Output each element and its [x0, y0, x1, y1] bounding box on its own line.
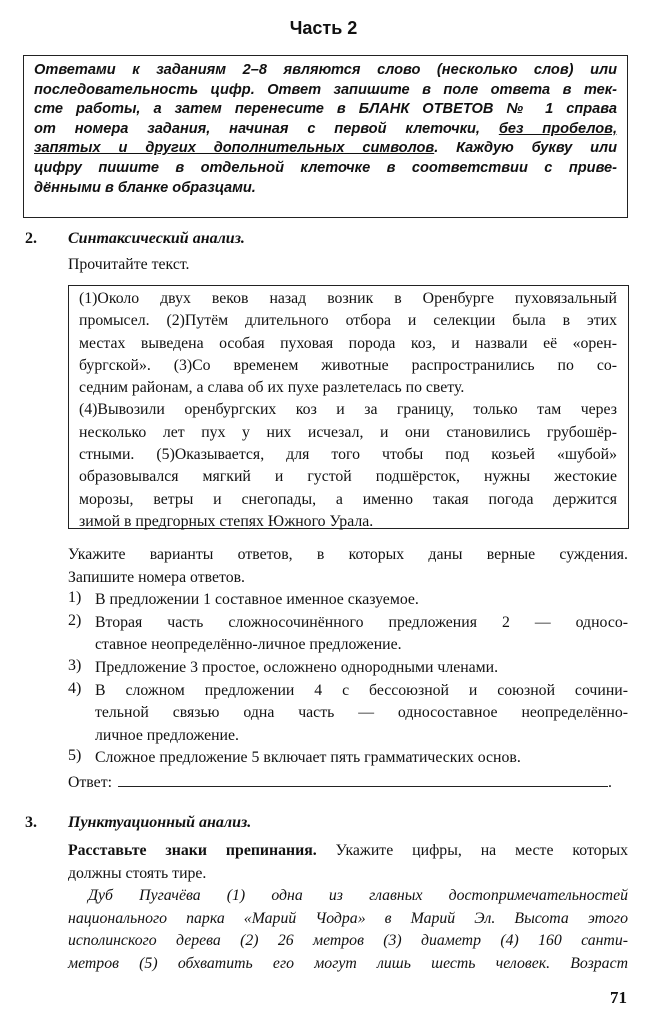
option-number: 4) — [68, 679, 82, 697]
passage-line: (1)Около двух веков назад возник в Оренбурге пуховязальный — [79, 290, 617, 307]
part-title: Часть 2 — [289, 18, 358, 38]
page-number: 71 — [610, 988, 627, 1007]
option-number: 3) — [68, 656, 82, 674]
answer-end: . — [607, 773, 612, 791]
passage-line: седним районам, а слава об их пухе разлетелась по свету. — [79, 379, 465, 397]
option-number: 5) — [68, 747, 82, 765]
answer-field[interactable] — [118, 772, 608, 787]
passage-line: зимой в предгорных степях Южного Урала. — [79, 512, 374, 530]
task-heading: Пунктуационный анализ. — [68, 814, 252, 831]
passage-line: местах выведена особая пуховая порода коз, и назвали её «орен- — [79, 334, 617, 352]
option-4 — [68, 680, 628, 748]
option-text: В предложении 1 составное именное сказуемое. — [95, 591, 419, 609]
instruction-line: цифру пишите в отдельной клеточке в соответствии с приве- — [34, 159, 617, 176]
option-text: Предложение 3 простое, осложнено однородными членами. — [95, 658, 499, 676]
task-prompt: Прочитайте текст. — [68, 256, 190, 273]
option-3 — [68, 657, 628, 680]
instruction-line — [34, 139, 617, 159]
option-text: ставное неопределённо-личное предложение. — [95, 636, 402, 654]
exercise-line: метров (5) обхватить его могут лишь шесть человек. Возраст — [68, 954, 628, 972]
instruction-underlined: запятых и других дополнительных символов — [34, 140, 435, 157]
passage-line: (4)Вывозили оренбургских коз и за границу, только там через — [79, 401, 617, 419]
prompt-text: Укажите цифры, на месте которых — [316, 842, 628, 859]
question-line: Укажите варианты ответов, в которых даны верные суждения. — [68, 546, 628, 563]
option-text: В сложном предложении 4 с бессоюзной и союзной сочини- — [95, 681, 628, 699]
task-number: 3. — [25, 814, 37, 831]
task-heading: Синтаксический анализ. — [68, 230, 245, 247]
option-number: 2) — [68, 611, 82, 629]
option-text: личное предложение. — [95, 726, 239, 744]
passage-line: несколько лет пух у них исчезал, и они становились грубошёр- — [79, 423, 617, 441]
instruction-underlined: без пробелов, — [498, 120, 617, 137]
prompt-bold: Расставьте знаки препинания. — [68, 842, 317, 859]
instruction-line: сте работы, а затем перенесите в БЛАНК ОТВЕТОВ № 1 справа — [34, 101, 617, 118]
exercise-line: исполинского дерева (2) 26 метров (3) диаметр (4) 160 санти- — [68, 932, 628, 950]
question-block — [68, 544, 628, 795]
instruction-line: Ответами к заданиям 2–8 являются слово (несколько слов) или — [34, 62, 617, 78]
instruction-line: последовательность цифр. Ответ запишите в поле ответа в тек- — [34, 81, 617, 98]
answer-label: Ответ: — [68, 773, 112, 791]
exercise-line: национального парка «Марий Чодра» в Марий Эл. Высота этого — [68, 909, 628, 927]
instruction-text: . Каждую букву или — [434, 140, 617, 157]
option-number: 1) — [68, 589, 82, 607]
instruction-line: дёнными в бланке образцами. — [34, 179, 256, 196]
instructions-box — [23, 55, 628, 218]
option-5 — [68, 747, 628, 770]
passage-line: бургской». (3)Со временем животные распространились по со- — [79, 356, 617, 374]
prompt-line — [68, 840, 628, 863]
passage-line: морозы, ветры и снегопады, а именно такая погода держится — [79, 490, 617, 508]
exercise-line: Дуб Пугачёва (1) одна из главных достопримечательностей — [88, 887, 628, 905]
answer-row — [68, 772, 628, 795]
passage-line: промысел. (2)Путём длительного отбора и селекции была в этих — [79, 312, 617, 330]
instruction-line — [34, 120, 617, 140]
instruction-text: от номера задания, начиная с первой клеточки, — [34, 120, 499, 137]
passage-box — [68, 285, 629, 529]
prompt-line: должны стоять тире. — [68, 864, 207, 882]
option-1 — [68, 589, 628, 612]
option-2 — [68, 612, 628, 657]
option-text: Вторая часть сложносочинённого предложения 2 — односо- — [95, 613, 628, 631]
task3-block — [68, 840, 628, 976]
option-text: тельной связью одна часть — односоставное неопределённо- — [95, 704, 628, 722]
passage-line: стными. (5)Оказывается, для того чтобы под козьей «шубой» — [79, 446, 617, 464]
question-line: Запишите номера ответов. — [68, 568, 245, 586]
option-text: Сложное предложение 5 включает пять грамматических основ. — [95, 749, 521, 767]
passage-line: образовывался мягкий и густой подшёрсток, нужны жестокие — [79, 468, 617, 486]
task-number: 2. — [25, 230, 37, 247]
